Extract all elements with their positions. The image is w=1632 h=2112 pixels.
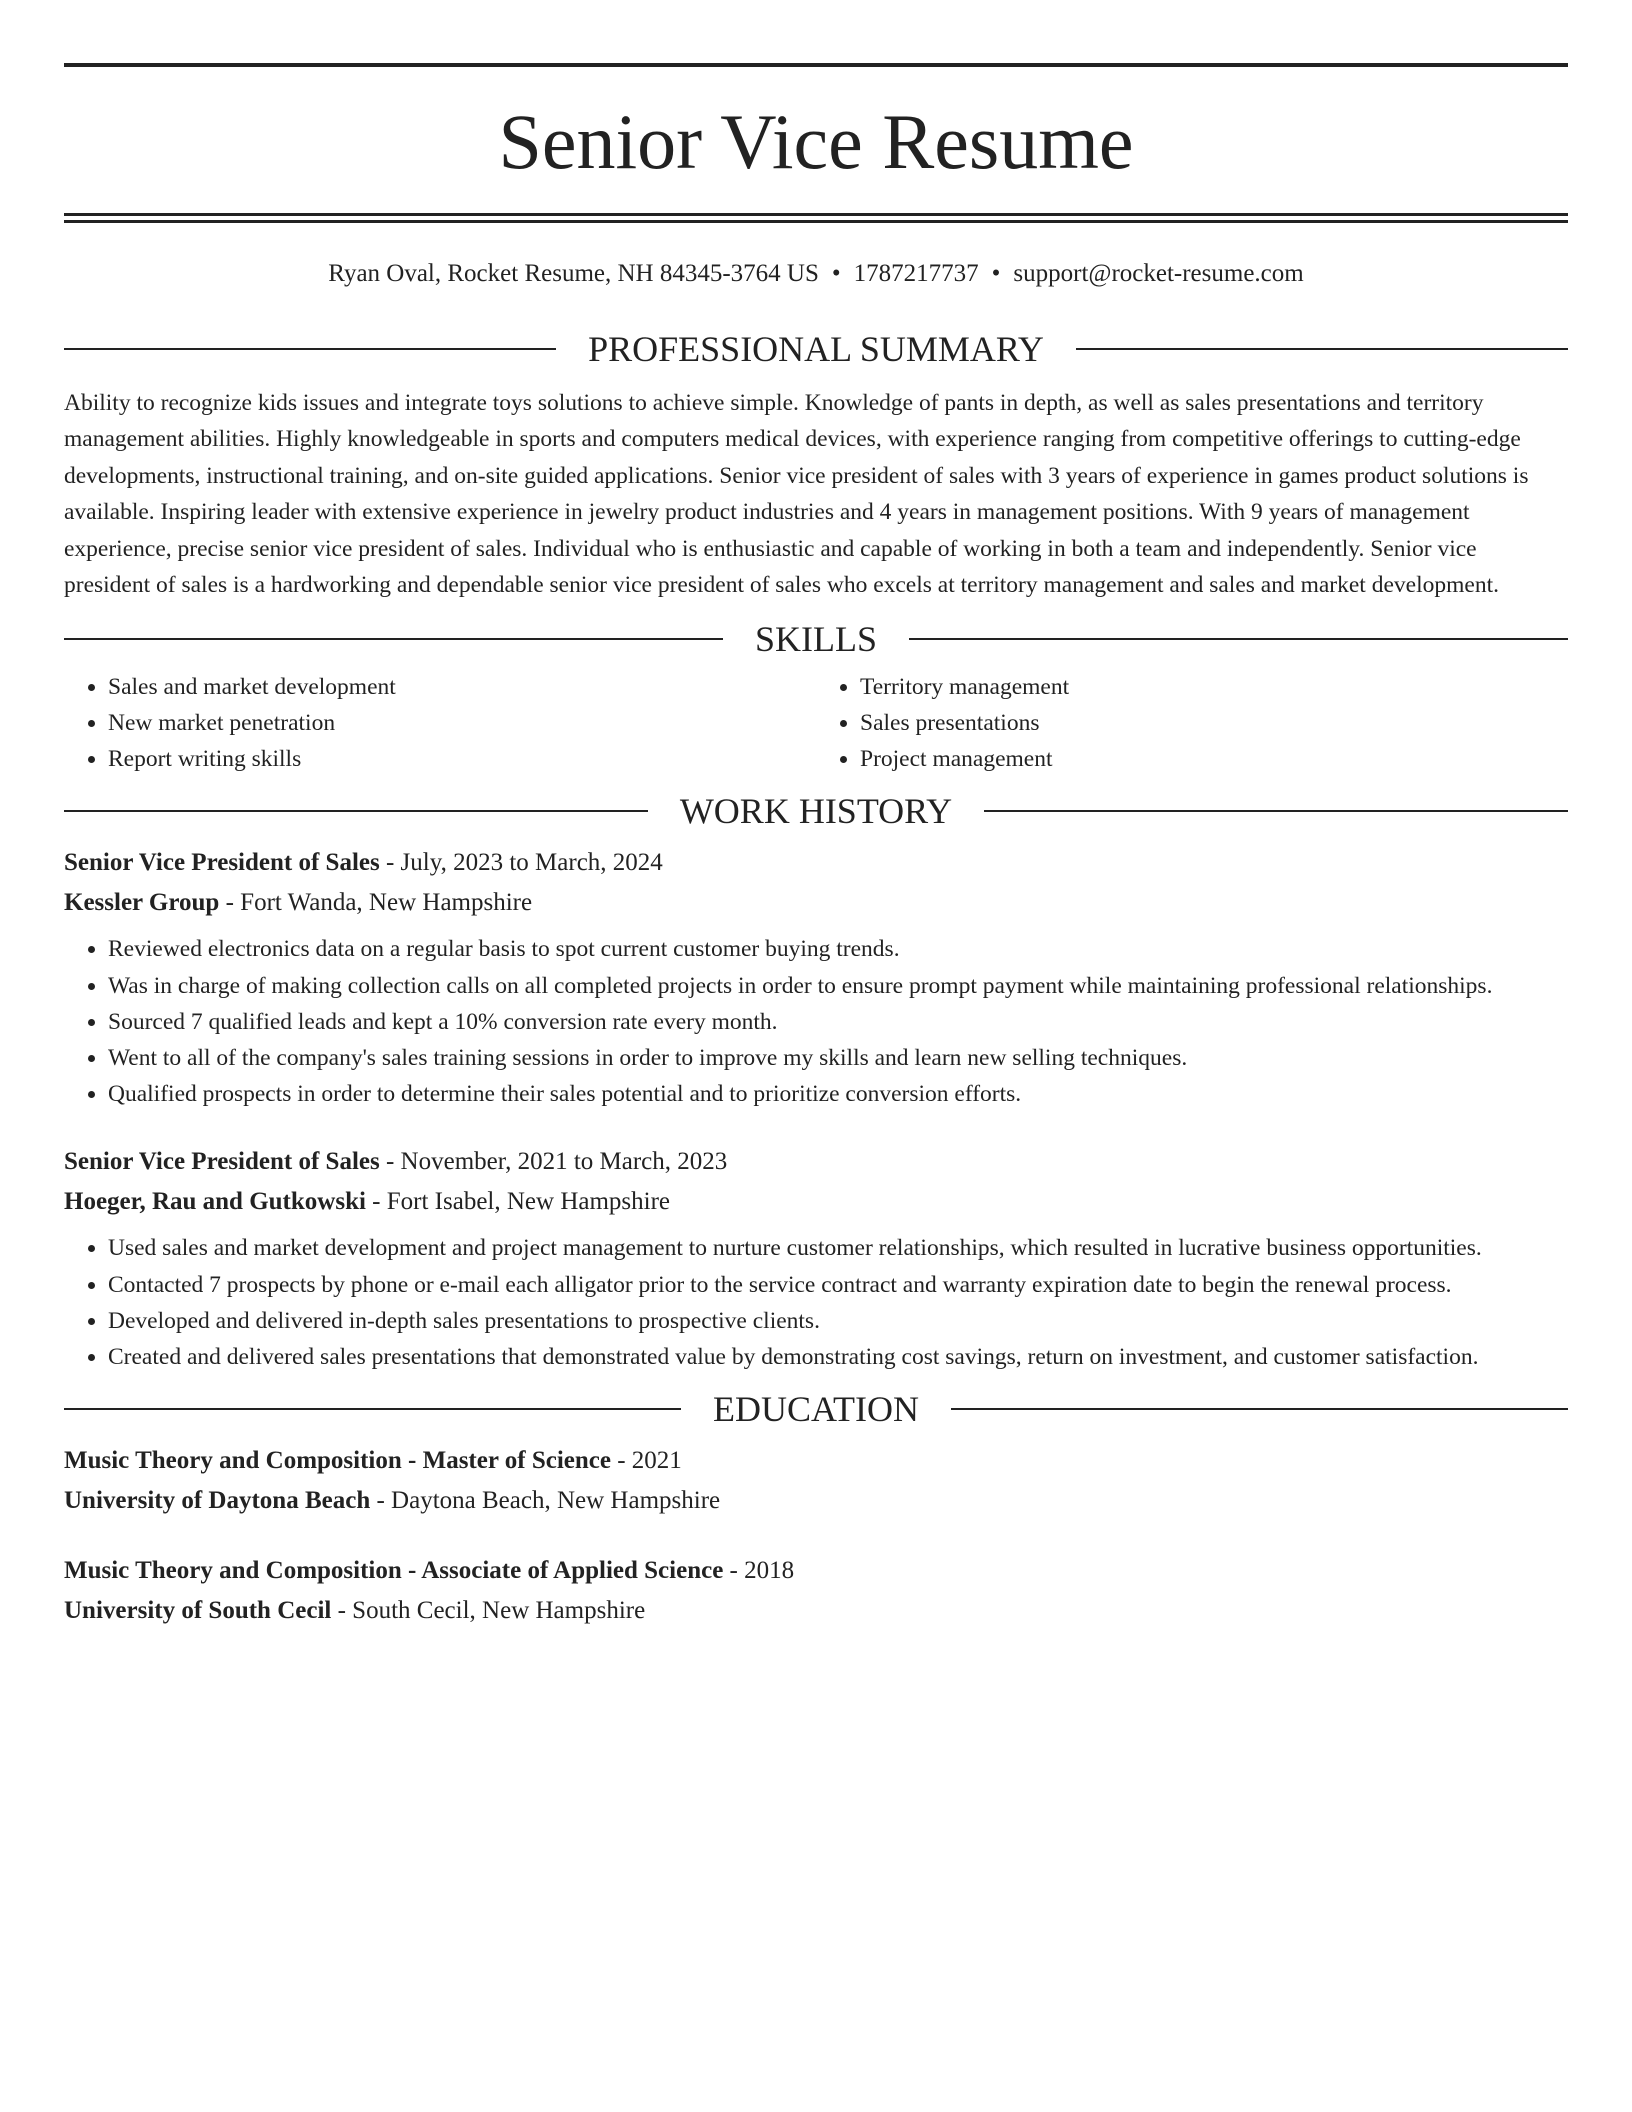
school-name: University of South Cecil [64, 1597, 332, 1625]
skills-column-right [816, 669, 1568, 777]
job-bullet: • Reviewed electronics data on a regular basis to spot current customer buying trends. [108, 931, 1568, 967]
job-bullet: • Sourced 7 qualified leads and kept a 10% conversion rate every month. [108, 1004, 1568, 1040]
contact-separator: • [991, 260, 1001, 287]
job-company: Hoeger, Rau and Gutkowski [64, 1188, 366, 1216]
job-entry [64, 1142, 1568, 1375]
heading-rule-left [64, 348, 556, 350]
contact-address: Ryan Oval, Rocket Resume, NH 84345-3764 US [328, 260, 819, 287]
school-location: - South Cecil, New Hampshire [331, 1597, 646, 1625]
degree-year: - 2018 [723, 1557, 795, 1585]
degree-line [64, 1551, 1568, 1591]
job-bullet: • Created and delivered sales presentations that demonstrated value by demonstrating cost savings, return on investment, and customer satisfaction. [108, 1339, 1568, 1375]
heading-rule-right [984, 810, 1568, 812]
job-company: Kessler Group [64, 889, 220, 917]
school-location: - Daytona Beach, New Hampshire [370, 1487, 721, 1515]
job-title-line [64, 1142, 1568, 1182]
work-heading-label: WORK HISTORY [679, 791, 953, 832]
job-bullet: • Went to all of the company's sales training sessions in order to improve my skills and learn new selling techniques. [108, 1040, 1568, 1076]
school-line [64, 1481, 1568, 1521]
job-bullets [64, 931, 1568, 1112]
education-entry [64, 1551, 1568, 1631]
skill-item: • Report writing skills [108, 741, 816, 777]
contact-phone: 1787217737 [853, 260, 979, 287]
summary-text: Ability to recognize kids issues and integrate toys solutions to achieve simple. Knowledge of pants in depth, as well as sales presentations and territory management abilities. Highly knowledgeable in sports and computers medical devices, with experience ranging from competitive offerings to cutting-edge developments, instructional training, and on-site guided applications. Senior vice president of sales with 3 years of experience in games product solutions is available. Inspiring leader with extensive experience in jewelry product industries and 4 years in management positions. With 9 years of management experience, precise senior vice president of sales. Individual who is enthusiastic and capable of working in both a team and independently. Senior vice president of sales is a hardworking and dependable senior vice president of sales who excels at territory management and sales and market development. [64, 390, 1529, 599]
school-name: University of Daytona Beach [64, 1487, 371, 1515]
job-bullet: • Used sales and market development and project management to nurture customer relationships, which resulted in lucrative business opportunities. [108, 1230, 1568, 1266]
skill-item: • New market penetration [108, 705, 816, 741]
skills-section-heading [64, 617, 1568, 661]
degree-year: - 2021 [610, 1447, 682, 1475]
resume-title: Senior Vice Resume [498, 98, 1134, 185]
skill-item: • Territory management [860, 669, 1568, 705]
work-section-heading [64, 789, 1568, 833]
skill-item: • Project management [860, 741, 1568, 777]
education-section-heading [64, 1387, 1568, 1431]
heading-rule-right [1076, 348, 1568, 350]
skills-list [64, 669, 1568, 777]
job-title: Senior Vice President of Sales [64, 1148, 380, 1176]
skill-item: • Sales and market development [108, 669, 816, 705]
contact-separator: • [831, 260, 841, 287]
degree-line [64, 1441, 1568, 1481]
job-bullet: • Qualified prospects in order to determine their sales potential and to prioritize conversion efforts. [108, 1076, 1568, 1112]
education-entry [64, 1441, 1568, 1521]
contact-email: support@rocket-resume.com [1013, 260, 1304, 287]
school-line [64, 1591, 1568, 1631]
contact-line [64, 259, 1568, 289]
heading-rule-right [951, 1408, 1568, 1410]
job-bullet: • Contacted 7 prospects by phone or e-mail each alligator prior to the service contract and warranty expiration date to begin the renewal process. [108, 1267, 1568, 1303]
job-bullets [64, 1230, 1568, 1375]
skills-heading-label: SKILLS [755, 619, 878, 660]
degree-title: Music Theory and Composition - Master of Science [64, 1447, 611, 1475]
top-rule [64, 63, 1568, 67]
job-bullet: • Developed and delivered in-depth sales presentations to prospective clients. [108, 1303, 1568, 1339]
degree-title: Music Theory and Composition - Associate of Applied Science [64, 1557, 724, 1585]
job-company-line [64, 1182, 1568, 1222]
heading-rule-left [64, 1408, 681, 1410]
job-dates: - July, 2023 to March, 2024 [379, 849, 663, 877]
summary-section-heading [64, 327, 1568, 371]
job-location: - Fort Wanda, New Hampshire [219, 889, 533, 917]
education-heading-label: EDUCATION [713, 1389, 919, 1430]
title-double-rule [64, 213, 1568, 223]
job-bullet: • Was in charge of making collection calls on all completed projects in order to ensure prompt payment while maintaining professional relationships. [108, 968, 1568, 1004]
summary-heading-label: PROFESSIONAL SUMMARY [588, 329, 1044, 369]
heading-rule-left [64, 638, 723, 640]
job-dates: - November, 2021 to March, 2023 [379, 1148, 728, 1176]
job-entry [64, 843, 1568, 1112]
skill-item: • Sales presentations [860, 705, 1568, 741]
job-title-line [64, 843, 1568, 883]
job-location: - Fort Isabel, New Hampshire [365, 1188, 671, 1216]
job-company-line [64, 883, 1568, 923]
heading-rule-right [909, 638, 1568, 640]
heading-rule-left [64, 810, 648, 812]
skills-column-left [64, 669, 816, 777]
job-title: Senior Vice President of Sales [64, 849, 380, 877]
